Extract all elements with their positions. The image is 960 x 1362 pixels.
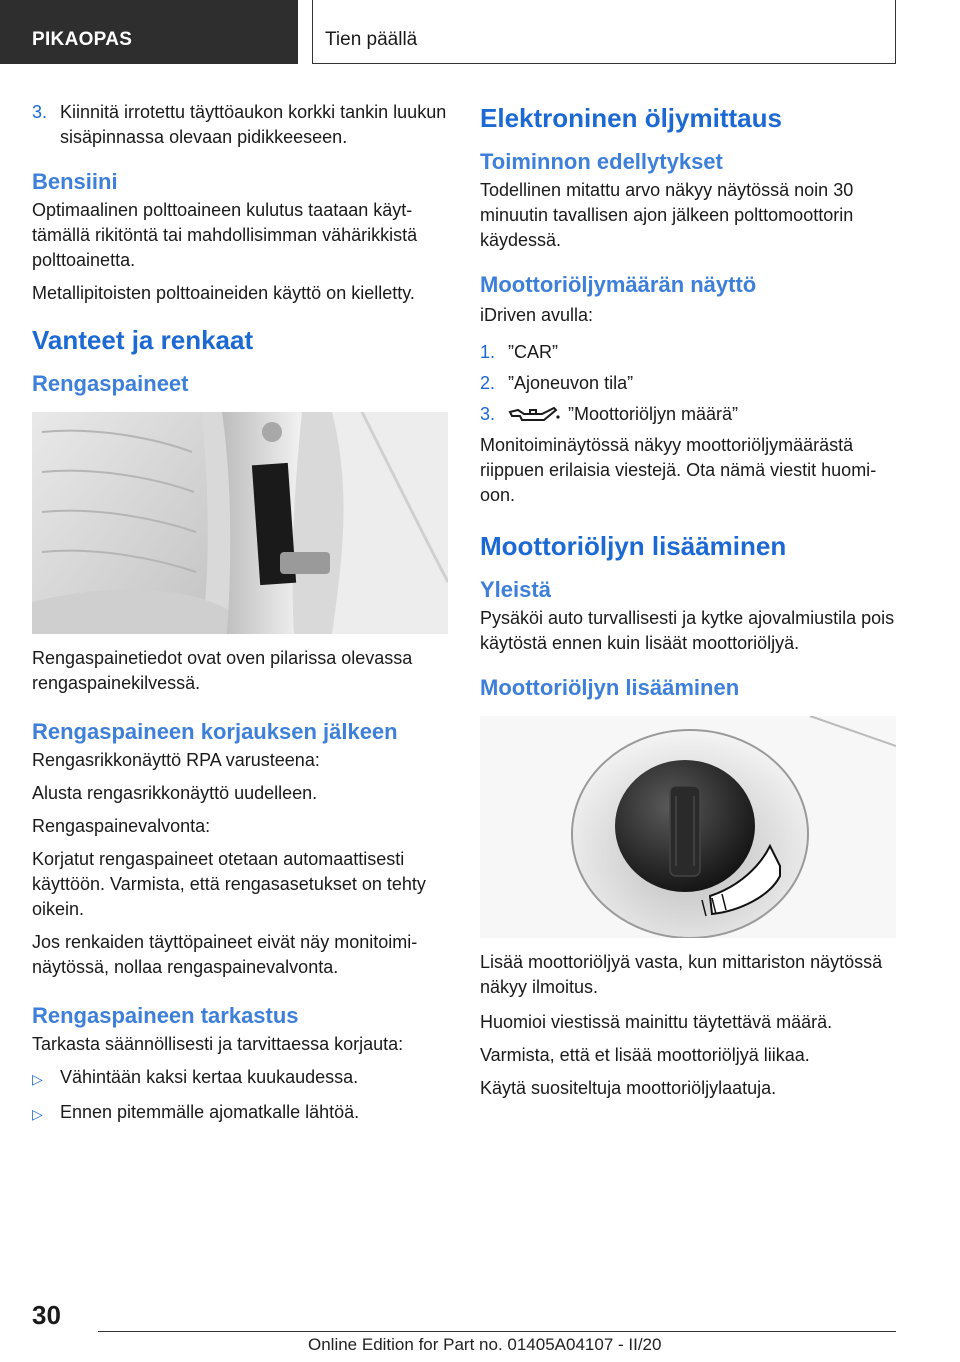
tarkastus-paragraph: Tarkasta säännöllisesti ja tarvittaessa korjauta: xyxy=(32,1034,404,1054)
korjaus-paragraph-1: Rengasrikkonäyttö RPA varusteena: xyxy=(32,750,320,770)
edition-label: Online Edition for Part no. 01405A04107 - II/20 xyxy=(308,1335,662,1354)
bullet-item xyxy=(32,1065,448,1092)
heading-oljymaaran-naytto: Moottoriöljymäärän näyttö xyxy=(480,272,757,297)
left-column xyxy=(32,100,448,1135)
bensiini-paragraph-2: Metallipitoisten polttoaineiden käyttö on kielletty. xyxy=(32,283,415,303)
step-number: 2. xyxy=(480,373,496,393)
section-tab xyxy=(0,0,298,64)
bullet-item xyxy=(32,1100,448,1127)
menu-step xyxy=(480,340,896,365)
step-text: ”CAR” xyxy=(508,342,558,362)
triangle-right-icon: ▷ xyxy=(32,1106,43,1122)
step-number: 3. xyxy=(480,404,496,424)
heading-vanteet-ja-renkaat: Vanteet ja renkaat xyxy=(32,325,254,355)
oil-cap-image xyxy=(480,716,896,938)
korjaus-paragraph-2: Alusta rengasrikkonäyttö uudelleen. xyxy=(32,783,318,803)
step-text: ”Moottoriöljyn määrä” xyxy=(568,404,739,424)
step-text: ”Ajoneuvon tila” xyxy=(508,373,634,393)
menu-step xyxy=(480,371,896,396)
chapter-title: Tien päällä xyxy=(325,29,418,50)
door-pillar-image xyxy=(32,412,448,634)
naytto-paragraph: iDriven avulla: xyxy=(480,305,594,325)
heading-toiminnon-edellytykset: Toiminnon edellytykset xyxy=(480,149,723,174)
heading-tarkastus: Rengaspaineen tarkastus xyxy=(32,1003,299,1028)
menu-step xyxy=(480,402,896,427)
footer-divider xyxy=(98,1331,896,1332)
oil-can-icon xyxy=(508,406,560,424)
korjaus-paragraph-5: Jos renkaiden täyttöpaineet eivät näy monitoiminäytössä, nollaa rengaspainevalvonta. xyxy=(32,932,418,977)
heading-korjauksen-jalkeen: Rengaspaineen korjauksen jälkeen xyxy=(32,719,398,744)
chapter-tab xyxy=(312,0,896,64)
edellytykset-paragraph: Todellinen mitattu arvo näkyy näytössä noin 30 minuutin tavallisen ajon jälkeen polttomoottorin käydessä. xyxy=(480,180,854,250)
heading-yleista: Yleistä xyxy=(480,577,551,602)
heading-oljyn-lisaaminen: Moottoriöljyn lisääminen xyxy=(480,531,787,561)
step-text: Kiinnitä irrotettu täyttöaukon korkki tankin luukun sisäpinnassa olevaan pidikkeeseen. xyxy=(60,102,447,147)
image-caption: Rengaspainetiedot ovat oven pilarissa olevassa rengaspainekilvessä. xyxy=(32,648,413,693)
section-title: PIKAOPAS xyxy=(32,29,133,50)
heading-oljyn-lisaaminen-sub: Moottoriöljyn lisääminen xyxy=(480,675,740,700)
lisaaminen-paragraph-1: Lisää moottoriöljyä vasta, kun mittariston näytössä näkyy ilmoitus. xyxy=(480,952,883,997)
step-number: 1. xyxy=(480,342,496,362)
bullet-text: Ennen pitemmälle ajomatkalle lähtöä. xyxy=(60,1102,360,1122)
naytto-paragraph-2: Monitoiminäytössä näkyy moottoriöljymäärästä riippuen erilaisia viestejä. Ota nämä viestit huomioon. xyxy=(480,435,877,505)
korjaus-paragraph-4: Korjatut rengaspaineet otetaan automaattisesti käyttöön. Varmista, että rengasasetukset on tehty oikein. xyxy=(32,849,426,919)
korjaus-paragraph-3: Rengaspainevalvonta: xyxy=(32,816,211,836)
step-number: 3. xyxy=(32,102,48,122)
triangle-right-icon: ▷ xyxy=(32,1071,43,1087)
step-3-fuel-cap xyxy=(32,100,448,150)
lisaaminen-paragraph-2: Huomioi viestissä mainittu täytettävä määrä. xyxy=(480,1012,833,1032)
page-number: 30 xyxy=(32,1300,61,1330)
heading-rengaspaineet: Rengaspaineet xyxy=(32,371,189,396)
heading-elektroninen-oljymittaus: Elektroninen öljymittaus xyxy=(480,103,782,133)
lisaaminen-paragraph-3: Varmista, että et lisää moottoriöljyä liikaa. xyxy=(480,1045,810,1065)
bensiini-paragraph-1: Optimaalinen polttoaineen kulutus taataan käyttämällä rikitöntä tai mahdollisimman vähärikkistä polttoainetta. xyxy=(32,200,418,270)
heading-bensiini: Bensiini xyxy=(32,169,118,194)
lisaaminen-paragraph-4: Käytä suositeltuja moottoriöljylaatuja. xyxy=(480,1078,777,1098)
yleista-paragraph: Pysäköi auto turvallisesti ja kytke ajovalmiustila pois käytöstä ennen kuin lisäät moottoriöljyä. xyxy=(480,608,895,653)
bullet-text: Vähintään kaksi kertaa kuukaudessa. xyxy=(60,1067,359,1087)
right-column xyxy=(480,100,896,1109)
